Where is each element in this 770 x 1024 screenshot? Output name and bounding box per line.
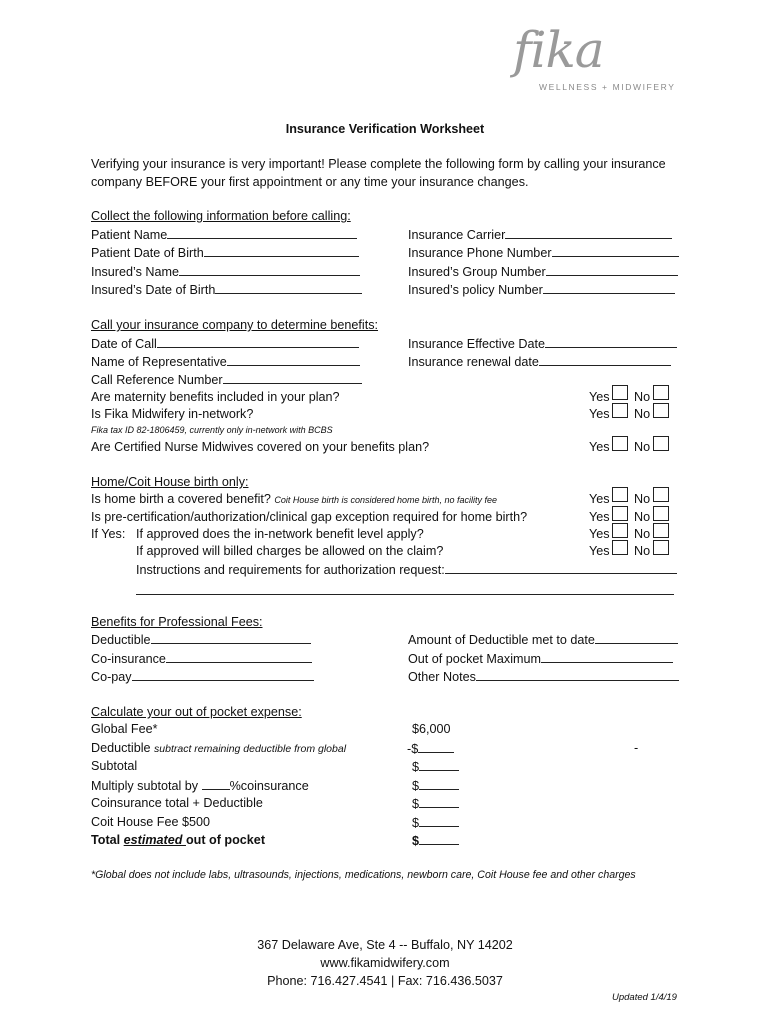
no-label: No xyxy=(634,544,651,558)
maternity-yes-checkbox[interactable] xyxy=(612,385,628,400)
total-amount[interactable]: $ xyxy=(412,833,459,849)
q-cnm-covered: Are Certified Nurse Midwives covered on your benefits plan? xyxy=(91,440,430,454)
precert-no-checkbox[interactable] xyxy=(653,506,669,521)
q-innet-level: If approved does the in-network benefit level apply? xyxy=(136,527,424,541)
collect-heading: Collect the following information before calling: xyxy=(91,209,351,223)
q-billed-charges: If approved will billed charges be allowed on the claim? xyxy=(136,544,444,558)
calc-global-fee: Global Fee* xyxy=(91,722,158,736)
fees-heading: Benefits for Professional Fees: xyxy=(91,615,263,629)
calc-subtotal: Subtotal xyxy=(91,759,138,773)
precert-yes-checkbox[interactable] xyxy=(612,506,628,521)
q-maternity: Are maternity benefits included in your plan? xyxy=(91,390,340,404)
field-call-reference[interactable]: Call Reference Number xyxy=(91,372,362,388)
no-label: No xyxy=(634,510,651,524)
billed-no-checkbox[interactable] xyxy=(653,540,669,555)
yes-label: Yes xyxy=(589,492,610,506)
no-label: No xyxy=(634,527,651,541)
field-effective-date[interactable]: Insurance Effective Date xyxy=(408,336,677,352)
footer-phone: Phone: 716.427.4541 | Fax: 716.436.5037 xyxy=(267,974,503,988)
cnm-no-checkbox[interactable] xyxy=(653,436,669,451)
footer-address: 367 Delaware Ave, Ste 4 -- Buffalo, NY 14202 xyxy=(257,938,513,952)
innet-level-no-checkbox[interactable] xyxy=(653,523,669,538)
intro-line-1: Verifying your insurance is very important! Please complete the following form by calling your insurance xyxy=(91,157,666,171)
field-insurance-phone[interactable]: Insurance Phone Number xyxy=(408,245,679,261)
calc-heading: Calculate your out of pocket expense: xyxy=(91,705,302,719)
tax-id-note: Fika tax ID 82-1806459, currently only in-network with BCBS xyxy=(91,425,333,435)
yes-label: Yes xyxy=(589,544,610,558)
footnote: *Global does not include labs, ultrasounds, injections, medications, newborn care, Coit House fee and other charges xyxy=(91,869,636,881)
field-patient-dob[interactable]: Patient Date of Birth xyxy=(91,245,359,261)
field-representative[interactable]: Name of Representative xyxy=(91,354,360,370)
no-label: No xyxy=(634,390,651,404)
yes-label: Yes xyxy=(589,440,610,454)
field-group-number[interactable]: Insured’s Group Number xyxy=(408,264,678,280)
page-title: Insurance Verification Worksheet xyxy=(285,122,485,136)
field-coinsurance[interactable]: Co-insurance xyxy=(91,651,312,667)
yes-label: Yes xyxy=(589,407,610,421)
logo-wordmark: fika xyxy=(513,21,604,79)
field-patient-name[interactable]: Patient Name xyxy=(91,227,357,243)
home-heading: Home/Coit House birth only: xyxy=(91,475,249,489)
field-instructions[interactable]: Instructions and requirements for authorization request: xyxy=(136,562,677,578)
calc-multiply[interactable]: Multiply subtotal by %coinsurance xyxy=(91,779,309,793)
updated-date: Updated 1/4/19 xyxy=(612,992,677,1003)
field-insured-dob[interactable]: Insured’s Date of Birth xyxy=(91,282,362,298)
in-network-yes-checkbox[interactable] xyxy=(612,403,628,418)
global-fee-value: $6,000 xyxy=(412,722,451,736)
home-covered-yes-checkbox[interactable] xyxy=(612,487,628,502)
logo-subtitle: WELLNESS + MIDWIFERY xyxy=(539,82,676,92)
innet-level-yes-checkbox[interactable] xyxy=(612,523,628,538)
intro-line-2: company BEFORE your first appointment or any time your insurance changes. xyxy=(91,175,529,189)
q-in-network: Is Fika Midwifery in-network? xyxy=(91,407,254,421)
field-insured-name[interactable]: Insured’s Name xyxy=(91,264,360,280)
deductible-dash: - xyxy=(634,741,639,755)
field-oop-max[interactable]: Out of pocket Maximum xyxy=(408,651,673,667)
yes-label: Yes xyxy=(589,510,610,524)
no-label: No xyxy=(634,492,651,506)
no-label: No xyxy=(634,440,651,454)
yes-label: Yes xyxy=(589,390,610,404)
call-heading: Call your insurance company to determine benefits: xyxy=(91,318,379,332)
field-policy-number[interactable]: Insured’s policy Number xyxy=(408,282,675,298)
field-renewal-date[interactable]: Insurance renewal date xyxy=(408,354,671,370)
in-network-no-checkbox[interactable] xyxy=(653,403,669,418)
billed-yes-checkbox[interactable] xyxy=(612,540,628,555)
instructions-line-2[interactable] xyxy=(136,594,674,595)
field-copay[interactable]: Co-pay xyxy=(91,669,314,685)
calc-coins-total: Coinsurance total + Deductible xyxy=(91,796,263,810)
field-other-notes[interactable]: Other Notes xyxy=(408,669,679,685)
footer-website[interactable]: www.fikamidwifery.com xyxy=(320,956,450,970)
yes-label: Yes xyxy=(589,527,610,541)
subtotal-amount[interactable]: $ xyxy=(412,759,459,775)
home-covered-no-checkbox[interactable] xyxy=(653,487,669,502)
maternity-no-checkbox[interactable] xyxy=(653,385,669,400)
cnm-yes-checkbox[interactable] xyxy=(612,436,628,451)
field-date-of-call[interactable]: Date of Call xyxy=(91,336,359,352)
calc-deductible: Deductible subtract remaining deductible from global xyxy=(91,741,347,755)
q-home-covered: Is home birth a covered benefit? Coit House birth is considered home birth, no facility fee xyxy=(91,492,498,506)
calc-coit-fee: Coit House Fee $500 xyxy=(91,815,211,829)
field-deductible-met[interactable]: Amount of Deductible met to date xyxy=(408,632,678,648)
no-label: No xyxy=(634,407,651,421)
field-deductible[interactable]: Deductible xyxy=(91,632,311,648)
q-precert: Is pre-certification/authorization/clinical gap exception required for home birth? xyxy=(91,510,528,524)
coit-fee-amount[interactable]: $ xyxy=(412,815,459,831)
multiply-amount[interactable]: $ xyxy=(412,778,459,794)
deductible-amount[interactable]: -$ xyxy=(407,741,454,757)
if-yes-label: If Yes: xyxy=(91,527,126,541)
calc-total: Total estimated out of pocket xyxy=(91,833,266,847)
field-insurance-carrier[interactable]: Insurance Carrier xyxy=(408,227,672,243)
coins-total-amount[interactable]: $ xyxy=(412,796,459,812)
